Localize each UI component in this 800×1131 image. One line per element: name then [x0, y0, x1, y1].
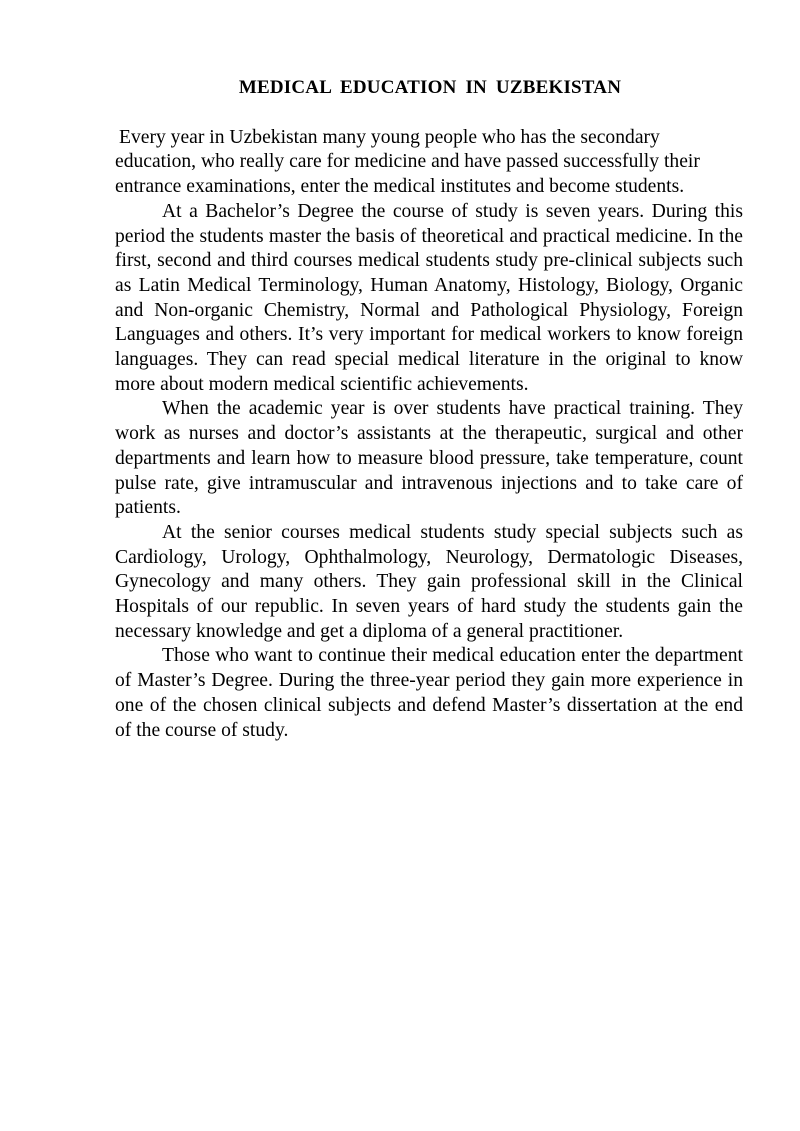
- paragraph-practical-training: When the academic year is over students have practical training. They work as nurses and doctor’s assistants at the therapeutic, surgical and other departments and learn how to measure blood pressure, take temperature, count pulse rate, give intramuscular and intravenous injections and to take care of patients.: [115, 398, 743, 519]
- paragraph-masters-degree: Those who want to continue their medical education enter the department of Master’s Degree. During the three-year period they gain more experience in one of the chosen clinical subjects and defend Master’s dissertation at the end of the course of study.: [115, 645, 743, 741]
- document-title: MEDICAL EDUCATION IN UZBEKISTAN: [238, 77, 622, 98]
- paragraph-bachelor-degree: At a Bachelor’s Degree the course of study is seven years. During this period the students master the basis of theoretical and practical medicine. In the first, second and third courses medical students study pre-clinical subjects such as Latin Medical Terminology, Human Anatomy, Histology, Biology, Organic and Non-organic Chemistry, Normal and Pathological Physiology, Foreign Languages and others. It’s very important for medical workers to know foreign languages. They can read special medical literature in the original to know more about modern medical scientific achievements.: [115, 200, 743, 395]
- paragraph-intro: Every year in Uzbekistan many young people who has the secondary education, who really care for medicine and have passed successfully their entrance examinations, enter the medical institutes and become students.: [115, 126, 700, 198]
- document-page: [115, 76, 743, 743]
- paragraph-senior-courses: At the senior courses medical students study special subjects such as Cardiology, Urology, Ophthalmology, Neurology, Dermatologic Diseases, Gynecology and many others. They gain professional skill in the Clinical Hospitals of our republic. In seven years of hard study the students gain the necessary knowledge and get a diploma of a general practitioner.: [115, 521, 743, 642]
